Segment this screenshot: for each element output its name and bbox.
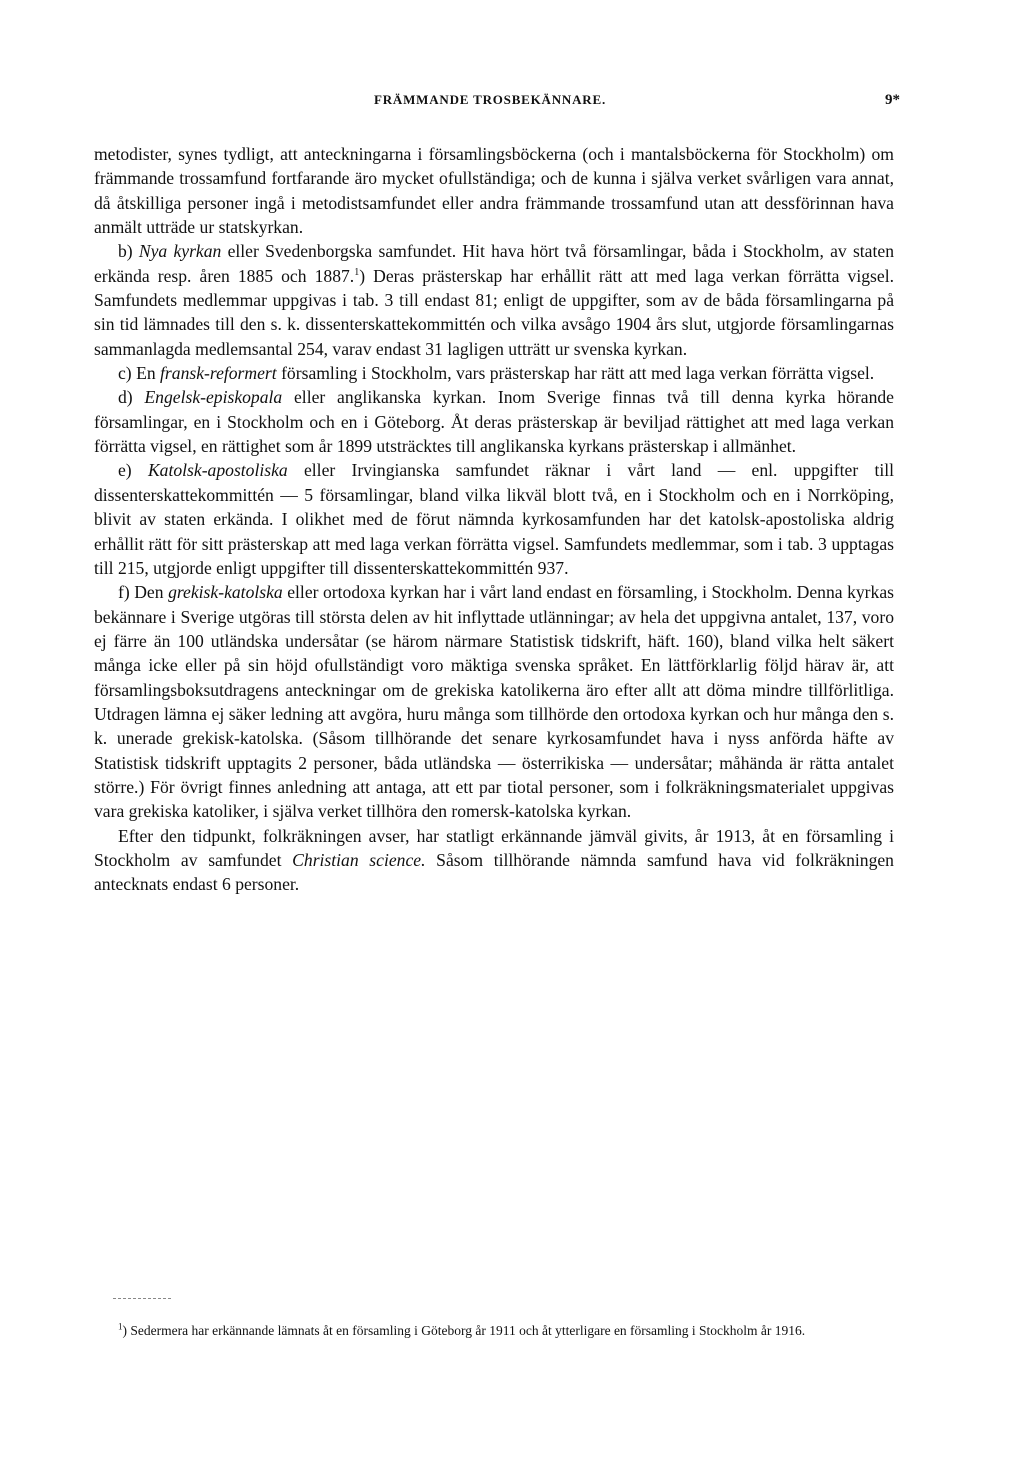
paragraph-text-continued: ) Deras prästerskap har erhållit rätt att med laga verkan förrätta vigsel. Samfundets medlemmar uppgivas i tab. 3 till endast 81; enligt de uppgifter, som av de båda församlingarna på sin tid lämnades till den s. k. dissenterskattekommittén och vilka avsågo 1904 års slut, utgjorde församlingarnas sammanlagda medlemsantal 254, varav endast 31 lagligen utträtt ur svenska kyrkan. [94,265,894,359]
paragraph-f-grekisk-katolska [94,580,894,823]
running-title: FRÄMMANDE TROSBEKÄNNARE. [373,92,607,107]
paragraph-text: Efter den tidpunkt, folkräkningen avser, har statligt erkännande jämväl givits, år 1913, åt en församling i Stockholm av samfundet [94,825,894,870]
item-label: b) [118,241,133,262]
paragraph-text-continued: Såsom tillhörande nämnda samfund hava vid folkräkningen antecknats endast 6 personer. [94,849,894,895]
footnote-reference: 1 [354,266,360,278]
footnote-paragraph [94,1322,894,1340]
paragraph-e-katolsk-apostoliska [94,458,894,580]
item-label: f) Den [118,582,164,603]
church-name: Katolsk-apostoliska [147,460,288,481]
paragraph-metodister [94,142,894,239]
item-label: d) [118,387,133,408]
church-name: Christian science. [292,849,426,870]
footnote-separator [113,1298,171,1299]
paragraph-text: eller ortodoxa kyrkan har i vårt land endast en församling, i Stockholm. Denna kyrkas bekännare i Sverige utgöras till största delen av hit inflyttade utlänningar; av hela det uppgivna antalet, 137, voro ej färre än 100 utländska undersåtar (se härom närmare Statistisk tidskrift, häft. 160), bland vilka helt säkert många icke eller på sin höjd ofullständigt voro mäktiga svenska språket. En lättförklarlig följd härav är, att församlingsboksutdragens anteckningar om de grekiska katolikerna äro efter allt att döma mindre tillförlitliga. Utdragen lämna ej säker ledning att avgöra, huru många som tillhörde den ortodoxa kyrkan och hur många den s. k. unerade grekisk-katolska. (Såsom tillhörande det senare kyrkosamfundet hava i nyss anförda häfte av Statistisk tidskrift upptagits 2 personer, båda utländska — österrikiska — undersåtar; måhända är rätta antalet större.) För övrigt finnes anledning att antaga, att ett par tiotal personer, som i folkräkningsmaterialet uppgivas vara grekiska katoliker, i själva verket tillhöra den romersk-katolska kyrkan. [94,582,894,822]
church-name: Nya kyrkan [138,241,222,262]
church-name: grekisk-katolska [168,582,283,603]
item-label: e) [118,460,132,481]
footnote-marker: 1 [118,1321,123,1332]
footnote-text: ) Sedermera har erkännande lämnats åt en församling i Göteborg år 1911 och åt ytterligare en församling i Stockholm år 1916. [122,1323,806,1338]
paragraph-d-engelsk-episkopala [94,385,894,458]
running-head [80,92,900,112]
body-text [94,142,894,897]
item-label: c) En [118,363,156,384]
paragraph-c-fransk-reformert [94,361,894,385]
paragraph-text: metodister, synes tydligt, att anteckningarna i församlingsböckerna (och i mantalsböckerna för Stockholm) om främmande trossamfund fortfarande äro mycket ofullständiga; och de kunna i själva verket svårligen vara annat, då åtskilliga personer ingå i metodistsamfundet eller andra främmande trossamfund utan att dessförinnan hava anmält utträde ur statskyrkan. [94,144,894,238]
paragraph-text: eller anglikanska kyrkan. Inom Sverige finnas två till denna kyrka hörande församlingar, en i Stockholm och en i Göteborg. Åt deras prästerskap är beviljad rättighet att med laga verkan förrätta vigsel, en rättighet som år 1899 utsträcktes till anglikanska kyrkans prästerskap i allmänhet. [94,387,894,457]
page-number: 9* [885,92,900,108]
paragraph-b-nya-kyrkan [94,239,894,361]
church-name: Engelsk-episkopala [144,387,283,408]
paragraph-text: församling i Stockholm, vars prästerskap har rätt att med laga verkan förrätta vigsel. [281,363,875,384]
paragraph-christian-science [94,824,894,897]
church-name: fransk-reformert [160,363,277,384]
footnote [94,1322,894,1340]
paragraph-text: eller Svedenborgska samfundet. Hit hava hört två församlingar, båda i Stockholm, av staten erkända resp. åren 1885 och 1887. [94,241,894,286]
paragraph-text: eller Irvingianska samfundet räknar i vårt land — enl. uppgifter till dissenterskattekommittén — 5 församlingar, bland vilka likväl blott två, en i Stockholm och en i Norrköping, blivit av staten erkända. I olikhet med de förut nämnda kyrkosamfunden har det katolsk-apostoliska aldrig erhållit rätt för sitt prästerskap att med laga verkan förrätta vigsel. Samfundets medlemmar, som i tab. 3 upptagas till 215, utgjorde enligt uppgifter till dissenterskattekommittén 937. [94,460,894,578]
